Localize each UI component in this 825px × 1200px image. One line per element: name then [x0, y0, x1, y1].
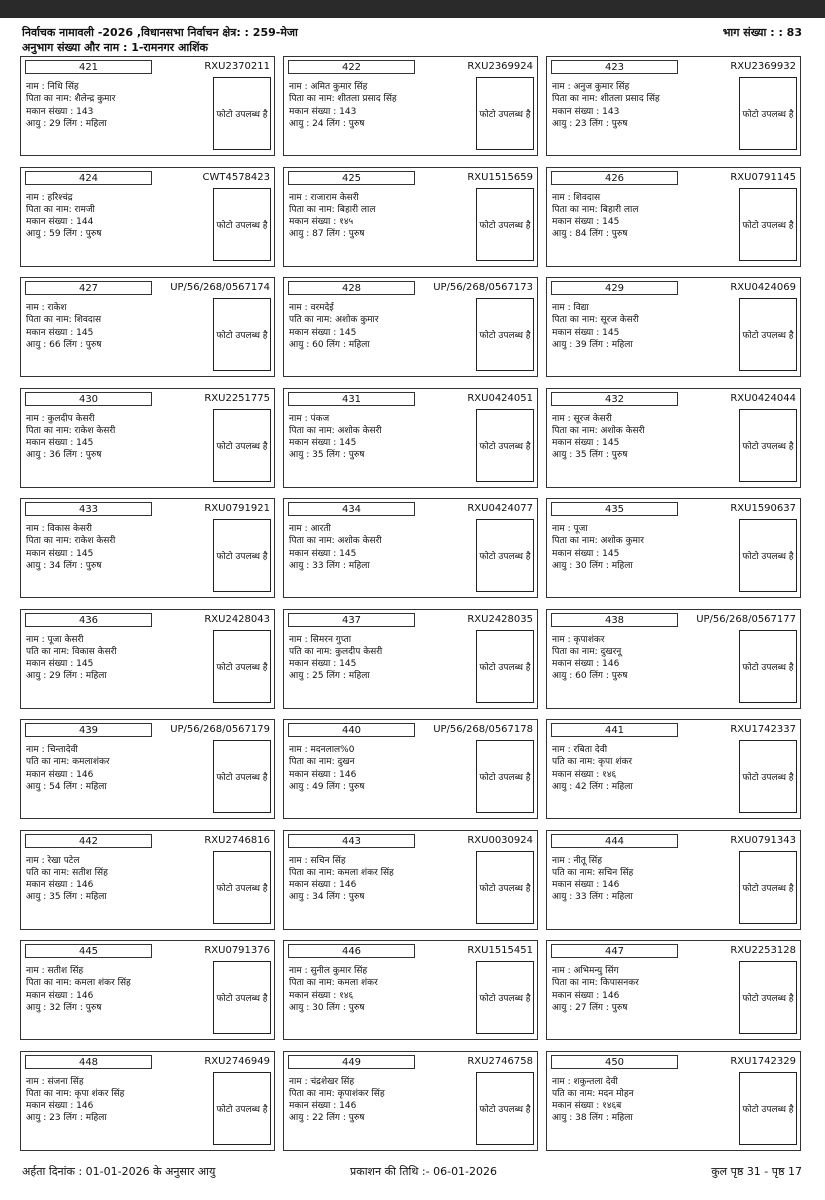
voter-name: नाम : वरमदेई	[289, 303, 334, 313]
voter-details	[552, 523, 742, 572]
epic-number: RXU0424069	[730, 282, 796, 293]
age-gender: आयु : 23 लिंग : पुरुष	[552, 118, 628, 129]
photo-box: फोटो उपलब्ध है	[213, 961, 271, 1034]
epic-number: RXU0424044	[730, 392, 796, 404]
voter-name: नाम : आरती	[289, 524, 331, 534]
voter-name: नाम : सचिन सिंह	[289, 855, 346, 866]
voter-name: नाम : पूजा केसरी	[26, 634, 84, 645]
relation-name: पिता का नाम: अशोक केसरी	[289, 536, 382, 547]
voter-details	[26, 965, 216, 1014]
photo-box: फोटो उपलब्ध है	[476, 519, 534, 592]
photo-box: फोटो उपलब्ध है	[739, 298, 797, 371]
house-number: मकान संख्या : 143	[289, 106, 357, 117]
publication-date: प्रकाशन की तिथि :- 06-01-2026	[350, 1165, 498, 1178]
age-gender: आयु : 87 लिंग : पुरुष	[289, 229, 365, 240]
voter-name: नाम : कृपाशंकर	[552, 634, 605, 645]
voter-card	[20, 498, 275, 598]
voter-card	[546, 830, 801, 930]
serial-number: 441	[551, 723, 678, 737]
age-gender: आयु : 59 लिंग : पुरुष	[26, 229, 102, 240]
voter-card	[20, 56, 275, 156]
photo-box: फोटो उपलब्ध है	[213, 740, 271, 813]
relation-name: पिता का नाम: शीतला प्रसाद सिंह	[289, 94, 397, 105]
voter-card	[283, 940, 538, 1040]
house-number: मकान संख्या : 146	[289, 1101, 357, 1112]
qualifying-date: अर्हता दिनांक : 01-01-2026 के अनुसार आयु	[22, 1165, 216, 1178]
voter-name: नाम : विद्या	[552, 303, 589, 313]
relation-name: पिता का नाम: किपासनकर	[552, 978, 639, 989]
relation-name: पति का नाम: कुलदीप केसरी	[289, 646, 383, 657]
age-gender: आयु : 32 लिंग : पुरुष	[26, 1002, 102, 1013]
voter-card	[20, 830, 275, 930]
relation-name: पिता का नाम: राकेश केसरी	[26, 425, 116, 436]
epic-number: UP/56/268/0567178	[433, 724, 533, 735]
house-number: मकान संख्या : 146	[552, 659, 620, 670]
age-gender: आयु : 30 लिंग : पुरुष	[289, 1002, 365, 1013]
serial-number: 446	[288, 944, 415, 958]
relation-name: पिता का नाम: शीतला प्रसाद सिंह	[552, 94, 660, 105]
roll-title: निर्वाचक नामावली -2026 ,विधानसभा निर्वाचन क्षेत्र: : 259-मेजा	[22, 26, 298, 39]
epic-number: RXU0791376	[204, 945, 270, 956]
epic-number: RXU0791921	[204, 503, 270, 514]
serial-number: 448	[25, 1055, 152, 1069]
relation-name: पिता का नाम: कृपा शंकर सिंह	[26, 1088, 125, 1099]
house-number: मकान संख्या : 146	[26, 1101, 94, 1112]
house-number: मकान संख्या : 146	[552, 990, 620, 1001]
page-footer	[22, 1164, 802, 1178]
serial-number: 424	[25, 171, 152, 185]
epic-number: CWT4578423	[202, 171, 270, 183]
house-number: मकान संख्या : 145	[26, 659, 94, 670]
voter-card	[283, 719, 538, 819]
epic-number: RXU0791145	[730, 171, 796, 183]
epic-number: RXU1515659	[467, 171, 533, 183]
serial-number: 427	[25, 281, 152, 295]
house-number: मकान संख्या : १४६	[552, 769, 617, 780]
relation-name: पिता का नाम: दुखरनू	[552, 646, 622, 657]
serial-number: 423	[551, 60, 678, 74]
age-gender: आयु : 60 लिंग : पुरुष	[552, 671, 628, 682]
voter-name: नाम : सूरज केसरी	[552, 413, 612, 424]
epic-number: RXU2369932	[730, 61, 796, 72]
age-gender: आयु : 42 लिंग : महिला	[552, 781, 633, 792]
voter-details	[552, 81, 742, 130]
photo-box: फोटो उपलब्ध है	[739, 961, 797, 1034]
photo-box: फोटो उपलब्ध है	[476, 409, 534, 482]
serial-number: 449	[288, 1055, 415, 1069]
relation-name: पति का नाम: सचिन सिंह	[552, 867, 634, 878]
epic-number: UP/56/268/0567173	[433, 282, 533, 293]
epic-number: RXU1742329	[730, 1055, 796, 1067]
epic-number: RXU1590637	[730, 503, 796, 514]
voter-details	[289, 744, 479, 793]
voter-card	[546, 940, 801, 1040]
relation-name: पिता का नाम: कमला शंकर सिंह	[289, 867, 394, 878]
epic-number: RXU2369924	[467, 61, 533, 72]
voter-name: नाम : अभिमन्यु सिंग	[552, 966, 619, 976]
serial-number: 447	[551, 944, 678, 958]
photo-box: फोटो उपलब्ध है	[476, 1072, 534, 1145]
house-number: मकान संख्या : 145	[552, 327, 620, 338]
voter-name: नाम : सिमरन गुप्ता	[289, 634, 352, 645]
age-gender: आयु : 34 लिंग : पुरुष	[26, 560, 102, 571]
serial-number: 443	[288, 834, 415, 848]
voter-name: नाम : हरिश्चंद्र	[26, 192, 73, 203]
relation-name: पिता का नाम: बिहारी लाल	[289, 204, 376, 215]
house-number: मकान संख्या : 145	[552, 438, 620, 449]
voter-card	[20, 609, 275, 709]
voter-card	[283, 498, 538, 598]
voter-details	[26, 302, 216, 351]
epic-number: RXU1742337	[730, 724, 796, 735]
photo-box: फोटो उपलब्ध है	[739, 740, 797, 813]
epic-number: RXU2746949	[204, 1055, 270, 1067]
voter-card	[546, 388, 801, 488]
age-gender: आयु : 66 लिंग : पुरुष	[26, 339, 102, 350]
voter-name: नाम : संजना सिंह	[26, 1076, 84, 1087]
photo-box: फोटो उपलब्ध है	[739, 409, 797, 482]
relation-name: पिता का नाम: दुखन	[289, 757, 355, 768]
epic-number: UP/56/268/0567174	[170, 282, 270, 293]
voter-details	[26, 634, 216, 683]
house-number: मकान संख्या : 145	[552, 217, 620, 228]
house-number: मकान संख्या : 146	[289, 880, 357, 891]
photo-box: फोटो उपलब्ध है	[739, 519, 797, 592]
voter-card	[546, 56, 801, 156]
house-number: मकान संख्या : 143	[552, 106, 620, 117]
age-gender: आयु : 60 लिंग : महिला	[289, 339, 370, 350]
voter-details	[289, 1076, 479, 1125]
serial-number: 431	[288, 392, 415, 406]
relation-name: पति का नाम: कमलाशंकर	[26, 757, 110, 768]
serial-number: 445	[25, 944, 152, 958]
photo-box: फोटो उपलब्ध है	[476, 630, 534, 703]
relation-name: पति का नाम: मदन मोहन	[552, 1088, 634, 1099]
voter-card	[283, 830, 538, 930]
relation-name: पिता का नाम: अशोक कुमार	[552, 536, 644, 547]
section-name: अनुभाग संख्या और नाम : 1-रामनगर आशिंक	[22, 41, 209, 54]
voter-details	[26, 523, 216, 572]
voter-name: नाम : अनुज कुमार सिंह	[552, 82, 630, 92]
voter-details	[552, 302, 742, 351]
relation-name: पति का नाम: कृपा शंकर	[552, 757, 633, 768]
relation-name: पिता का नाम: बिहारी लाल	[552, 204, 639, 215]
house-number: मकान संख्या : 145	[26, 438, 94, 449]
voter-name: नाम : राकेश	[26, 303, 67, 313]
house-number: मकान संख्या : १४५	[289, 217, 354, 228]
voter-details	[26, 1076, 216, 1125]
photo-box: फोटो उपलब्ध है	[213, 630, 271, 703]
age-gender: आयु : 39 लिंग : महिला	[552, 339, 633, 350]
age-gender: आयु : 49 लिंग : पुरुष	[289, 781, 365, 792]
voter-card	[20, 277, 275, 377]
photo-box: फोटो उपलब्ध है	[476, 77, 534, 150]
voter-card	[20, 167, 275, 267]
epic-number: RXU0424051	[467, 392, 533, 404]
serial-number: 433	[25, 502, 152, 516]
age-gender: आयु : 24 लिंग : पुरुष	[289, 118, 365, 129]
voter-name: नाम : सतीश सिंह	[26, 966, 84, 976]
voter-details	[552, 855, 742, 904]
photo-box: फोटो उपलब्ध है	[213, 1072, 271, 1145]
voter-card	[20, 719, 275, 819]
photo-box: फोटो उपलब्ध है	[213, 409, 271, 482]
voter-details	[552, 413, 742, 462]
voter-details	[289, 302, 479, 351]
voter-details	[552, 192, 742, 241]
serial-number: 436	[25, 613, 152, 627]
relation-name: पिता का नाम: रामजी	[26, 204, 95, 215]
voter-details	[289, 965, 479, 1014]
voter-name: नाम : चिन्तादेवी	[26, 745, 78, 755]
relation-name: पिता का नाम: शिवदास	[26, 315, 102, 326]
age-gender: आयु : 35 लिंग : पुरुष	[552, 450, 628, 461]
voter-card	[283, 388, 538, 488]
voter-name: नाम : राजाराम केसरी	[289, 192, 359, 203]
house-number: मकान संख्या : १४६	[289, 990, 354, 1001]
voter-name: नाम : निधि सिंह	[26, 82, 79, 92]
house-number: मकान संख्या : 145	[26, 327, 94, 338]
voter-card	[546, 167, 801, 267]
voter-name: नाम : शिवदास	[552, 192, 601, 203]
voter-details	[26, 744, 216, 793]
serial-number: 438	[551, 613, 678, 627]
epic-number: RXU2746758	[467, 1055, 533, 1067]
age-gender: आयु : 33 लिंग : महिला	[552, 892, 633, 903]
house-number: मकान संख्या : 146	[26, 880, 94, 891]
house-number: मकान संख्या : 146	[26, 990, 94, 1001]
house-number: मकान संख्या : 145	[26, 548, 94, 559]
house-number: मकान संख्या : 145	[552, 548, 620, 559]
top-bar	[0, 0, 825, 18]
photo-box: फोटो उपलब्ध है	[476, 740, 534, 813]
house-number: मकान संख्या : 143	[26, 106, 94, 117]
voter-name: नाम : नीतू सिंह	[552, 855, 602, 866]
voter-card	[283, 277, 538, 377]
epic-number: UP/56/268/0567179	[170, 724, 270, 735]
voter-name: नाम : पूजा	[552, 524, 588, 534]
epic-number: RXU1515451	[467, 945, 533, 956]
age-gender: आयु : 22 लिंग : पुरुष	[289, 1113, 365, 1124]
age-gender: आयु : 30 लिंग : महिला	[552, 560, 633, 571]
epic-number: RXU2251775	[204, 392, 270, 404]
serial-number: 428	[288, 281, 415, 295]
voter-details	[26, 192, 216, 241]
voter-name: नाम : चंद्रशेखर सिंह	[289, 1076, 355, 1087]
photo-box: फोटो उपलब्ध है	[739, 188, 797, 261]
age-gender: आयु : 27 लिंग : पुरुष	[552, 1002, 628, 1013]
epic-number: UP/56/268/0567177	[696, 613, 796, 625]
relation-name: पिता का नाम: अशोक केसरी	[289, 425, 382, 436]
voter-details	[26, 413, 216, 462]
voter-details	[289, 523, 479, 572]
voter-card	[546, 609, 801, 709]
age-gender: आयु : 23 लिंग : महिला	[26, 1113, 107, 1124]
voter-details	[552, 744, 742, 793]
photo-box: फोटो उपलब्ध है	[476, 188, 534, 261]
age-gender: आयु : 36 लिंग : पुरुष	[26, 450, 102, 461]
serial-number: 440	[288, 723, 415, 737]
part-number: भाग संख्या : : 83	[722, 26, 802, 39]
voter-details	[26, 81, 216, 130]
photo-box: फोटो उपलब्ध है	[739, 77, 797, 150]
photo-box: फोटो उपलब्ध है	[476, 851, 534, 924]
house-number: मकान संख्या : 145	[289, 659, 357, 670]
photo-box: फोटो उपलब्ध है	[476, 961, 534, 1034]
epic-number: RXU2428035	[467, 613, 533, 625]
serial-number: 434	[288, 502, 415, 516]
serial-number: 437	[288, 613, 415, 627]
age-gender: आयु : 54 लिंग : महिला	[26, 781, 107, 792]
house-number: मकान संख्या : 146	[26, 769, 94, 780]
voter-details	[289, 192, 479, 241]
voter-name: नाम : सुनील कुमार सिंह	[289, 966, 368, 976]
voter-details	[289, 413, 479, 462]
serial-number: 426	[551, 171, 678, 185]
house-number: मकान संख्या : 146	[552, 880, 620, 891]
house-number: मकान संख्या : 145	[289, 438, 357, 449]
photo-box: फोटो उपलब्ध है	[213, 519, 271, 592]
relation-name: पति का नाम: अशोक कुमार	[289, 315, 379, 326]
photo-box: फोटो उपलब्ध है	[213, 298, 271, 371]
voter-card	[20, 940, 275, 1040]
photo-box: फोटो उपलब्ध है	[476, 298, 534, 371]
relation-name: पति का नाम: सतीश सिंह	[26, 867, 108, 878]
voter-card	[546, 719, 801, 819]
page-header	[22, 25, 802, 54]
epic-number: RXU2253128	[730, 945, 796, 956]
voter-card	[283, 56, 538, 156]
serial-number: 425	[288, 171, 415, 185]
page-count: कुल पृष्ठ 31 - पृष्ठ 17	[711, 1165, 802, 1178]
voter-name: नाम : मदनलाल%0	[289, 745, 355, 755]
relation-name: पिता का नाम: कमला शंकर	[289, 978, 378, 989]
age-gender: आयु : 34 लिंग : पुरुष	[289, 892, 365, 903]
epic-number: RXU0030924	[467, 834, 533, 846]
voter-name: नाम : कुलदीप केसरी	[26, 413, 95, 424]
serial-number: 422	[288, 60, 415, 74]
serial-number: 444	[551, 834, 678, 848]
epic-number: RXU2370211	[204, 61, 270, 72]
relation-name: पिता का नाम: राकेश केसरी	[26, 536, 116, 547]
serial-number: 429	[551, 281, 678, 295]
voter-card	[283, 167, 538, 267]
epic-number: RXU2746816	[204, 834, 270, 846]
photo-box: फोटो उपलब्ध है	[213, 77, 271, 150]
house-number: मकान संख्या : 144	[26, 217, 94, 228]
epic-number: RXU0424077	[467, 503, 533, 514]
photo-box: फोटो उपलब्ध है	[739, 851, 797, 924]
voter-card	[546, 498, 801, 598]
voter-details	[26, 855, 216, 904]
relation-name: पति का नाम: विकास केसरी	[26, 646, 117, 657]
voter-name: नाम : शकुन्तला देवी	[552, 1076, 618, 1087]
age-gender: आयु : 35 लिंग : महिला	[26, 892, 107, 903]
voter-card	[283, 609, 538, 709]
voter-name: नाम : विकास केसरी	[26, 524, 92, 534]
age-gender: आयु : 29 लिंग : महिला	[26, 118, 107, 129]
voter-card	[20, 388, 275, 488]
photo-box: फोटो उपलब्ध है	[213, 851, 271, 924]
serial-number: 421	[25, 60, 152, 74]
voter-details	[552, 965, 742, 1014]
voter-card	[283, 1051, 538, 1151]
house-number: मकान संख्या : १४६ब	[552, 1101, 622, 1112]
voter-details	[552, 1076, 742, 1125]
voter-details	[289, 81, 479, 130]
serial-number: 435	[551, 502, 678, 516]
epic-number: RXU2428043	[204, 613, 270, 625]
voter-name: नाम : पंकज	[289, 413, 330, 424]
house-number: मकान संख्या : 145	[289, 327, 357, 338]
serial-number: 450	[551, 1055, 678, 1069]
voter-name: नाम : अमित कुमार सिंह	[289, 82, 368, 92]
age-gender: आयु : 29 लिंग : महिला	[26, 671, 107, 682]
photo-box: फोटो उपलब्ध है	[739, 1072, 797, 1145]
relation-name: पिता का नाम: कृपाशंकर सिंह	[289, 1088, 385, 1099]
relation-name: पिता का नाम: शैलेन्द्र कुमार	[26, 94, 116, 105]
voter-details	[289, 634, 479, 683]
relation-name: पिता का नाम: कमला शंकर सिंह	[26, 978, 131, 989]
relation-name: पिता का नाम: अशोक केसरी	[552, 425, 645, 436]
serial-number: 430	[25, 392, 152, 406]
voter-name: नाम : रबिता देवी	[552, 745, 608, 755]
voter-name: नाम : रेखा पटेल	[26, 855, 80, 866]
age-gender: आयु : 84 लिंग : पुरुष	[552, 229, 628, 240]
voter-card	[546, 277, 801, 377]
serial-number: 432	[551, 392, 678, 406]
age-gender: आयु : 38 लिंग : महिला	[552, 1113, 633, 1124]
voter-card	[546, 1051, 801, 1151]
photo-box: फोटो उपलब्ध है	[739, 630, 797, 703]
serial-number: 442	[25, 834, 152, 848]
voter-details	[289, 855, 479, 904]
age-gender: आयु : 33 लिंग : महिला	[289, 560, 370, 571]
voter-details	[552, 634, 742, 683]
photo-box: फोटो उपलब्ध है	[213, 188, 271, 261]
age-gender: आयु : 25 लिंग : महिला	[289, 671, 370, 682]
relation-name: पिता का नाम: सूरज केसरी	[552, 315, 639, 326]
age-gender: आयु : 35 लिंग : पुरुष	[289, 450, 365, 461]
epic-number: RXU0791343	[730, 834, 796, 846]
house-number: मकान संख्या : 145	[289, 548, 357, 559]
house-number: मकान संख्या : 146	[289, 769, 357, 780]
serial-number: 439	[25, 723, 152, 737]
voter-card	[20, 1051, 275, 1151]
